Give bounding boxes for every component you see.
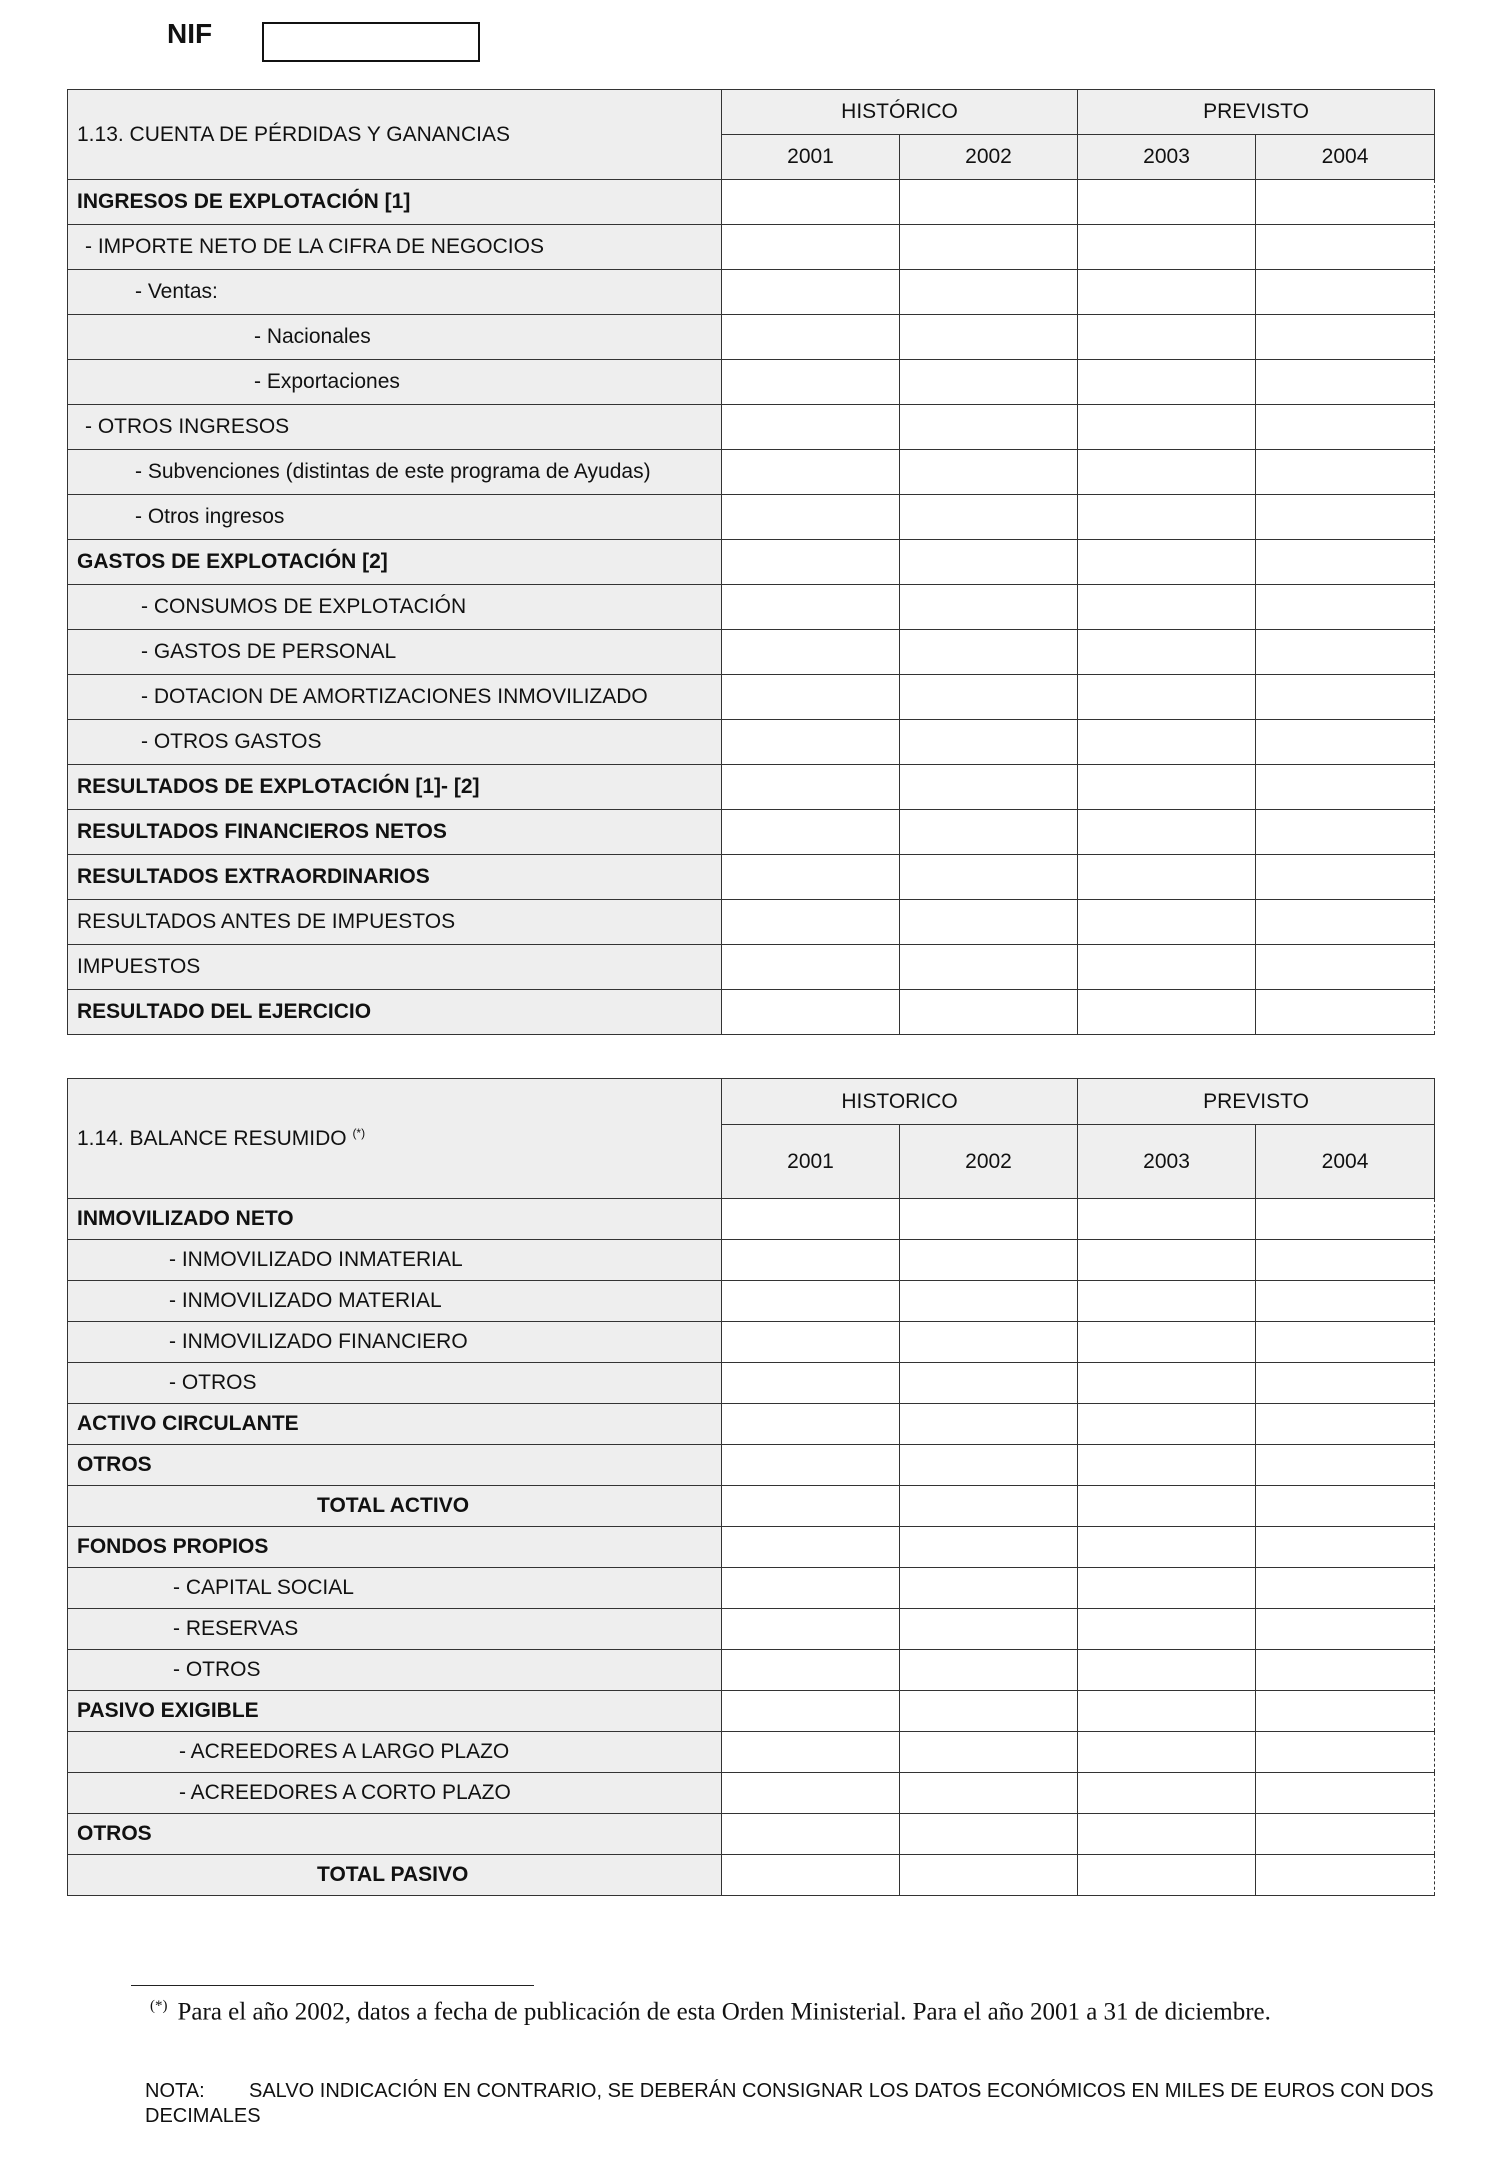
row-label: IMPUESTOS xyxy=(68,945,722,990)
value-cell-2004[interactable] xyxy=(1256,405,1435,450)
value-cell-2004[interactable] xyxy=(1256,270,1435,315)
profit-loss-table xyxy=(67,89,1435,1035)
year-header: 2004 xyxy=(1256,1125,1435,1199)
section-title: 1.13. CUENTA DE PÉRDIDAS Y GANANCIAS xyxy=(68,90,722,180)
value-cell-2002[interactable] xyxy=(900,1855,1078,1896)
table-row xyxy=(68,540,1435,585)
value-cell-2003[interactable] xyxy=(1078,945,1256,990)
row-label: OTROS xyxy=(68,1445,722,1486)
nif-label: NIF xyxy=(167,18,213,49)
table-row xyxy=(68,1240,1435,1281)
value-cell-2002[interactable] xyxy=(900,1199,1078,1240)
value-cell-2004[interactable] xyxy=(1256,450,1435,495)
value-cell-2002[interactable] xyxy=(900,1691,1078,1732)
value-cell-2003[interactable] xyxy=(1078,180,1256,225)
value-cell-2004[interactable] xyxy=(1256,855,1435,900)
value-cell-2001[interactable] xyxy=(722,900,900,945)
value-cell-2004[interactable] xyxy=(1256,1322,1435,1363)
row-label: - ACREEDORES A LARGO PLAZO xyxy=(68,1732,722,1773)
value-cell-2001[interactable] xyxy=(722,630,900,675)
footnote-divider xyxy=(131,1985,534,1986)
row-label: RESULTADOS EXTRAORDINARIOS xyxy=(68,855,722,900)
value-cell-2002[interactable] xyxy=(900,720,1078,765)
value-cell-2004[interactable] xyxy=(1256,360,1435,405)
value-cell-2001[interactable] xyxy=(722,270,900,315)
value-cell-2003[interactable] xyxy=(1078,1609,1256,1650)
value-cell-2001[interactable] xyxy=(722,180,900,225)
value-cell-2003[interactable] xyxy=(1078,270,1256,315)
value-cell-2003[interactable] xyxy=(1078,1773,1256,1814)
table-row xyxy=(68,1732,1435,1773)
table-row xyxy=(68,1773,1435,1814)
row-label: - INMOVILIZADO MATERIAL xyxy=(68,1281,722,1322)
value-cell-2003[interactable] xyxy=(1078,1855,1256,1896)
value-cell-2001[interactable] xyxy=(722,675,900,720)
table-row xyxy=(68,495,1435,540)
row-label: - IMPORTE NETO DE LA CIFRA DE NEGOCIOS xyxy=(68,225,722,270)
value-cell-2002[interactable] xyxy=(900,990,1078,1035)
value-cell-2003[interactable] xyxy=(1078,1240,1256,1281)
value-cell-2004[interactable] xyxy=(1256,810,1435,855)
value-cell-2001[interactable] xyxy=(722,810,900,855)
value-cell-2003[interactable] xyxy=(1078,1445,1256,1486)
value-cell-2002[interactable] xyxy=(900,315,1078,360)
value-cell-2003[interactable] xyxy=(1078,1363,1256,1404)
value-cell-2001[interactable] xyxy=(722,855,900,900)
row-label: - RESERVAS xyxy=(68,1609,722,1650)
row-label: RESULTADO DEL EJERCICIO xyxy=(68,990,722,1035)
value-cell-2003[interactable] xyxy=(1078,405,1256,450)
value-cell-2001[interactable] xyxy=(722,990,900,1035)
table-row xyxy=(68,990,1435,1035)
value-cell-2002[interactable] xyxy=(900,405,1078,450)
table-row xyxy=(68,360,1435,405)
value-cell-2001[interactable] xyxy=(722,1855,900,1896)
value-cell-2001[interactable] xyxy=(722,1650,900,1691)
value-cell-2004[interactable] xyxy=(1256,1855,1435,1896)
value-cell-2004[interactable] xyxy=(1256,1609,1435,1650)
value-cell-2004[interactable] xyxy=(1256,540,1435,585)
header-historico: HISTORICO xyxy=(722,1079,1078,1125)
value-cell-2004[interactable] xyxy=(1256,315,1435,360)
value-cell-2002[interactable] xyxy=(900,1404,1078,1445)
value-cell-2001[interactable] xyxy=(722,1732,900,1773)
table-row xyxy=(68,810,1435,855)
value-cell-2001[interactable] xyxy=(722,585,900,630)
row-label: - OTROS xyxy=(68,1363,722,1404)
row-label: - Nacionales xyxy=(68,315,722,360)
value-cell-2004[interactable] xyxy=(1256,1650,1435,1691)
value-cell-2002[interactable] xyxy=(900,180,1078,225)
row-label: - OTROS INGRESOS xyxy=(68,405,722,450)
table-row xyxy=(68,1445,1435,1486)
value-cell-2004[interactable] xyxy=(1256,1773,1435,1814)
section-title xyxy=(68,1079,722,1199)
row-label: ACTIVO CIRCULANTE xyxy=(68,1404,722,1445)
value-cell-2001[interactable] xyxy=(722,225,900,270)
value-cell-2003[interactable] xyxy=(1078,1199,1256,1240)
value-cell-2002[interactable] xyxy=(900,945,1078,990)
value-cell-2002[interactable] xyxy=(900,1363,1078,1404)
value-cell-2001[interactable] xyxy=(722,720,900,765)
row-label: FONDOS PROPIOS xyxy=(68,1527,722,1568)
balance-sheet-table xyxy=(67,1078,1435,1896)
value-cell-2003[interactable] xyxy=(1078,1486,1256,1527)
header-previsto: PREVISTO xyxy=(1078,90,1435,135)
value-cell-2002[interactable] xyxy=(900,495,1078,540)
value-cell-2004[interactable] xyxy=(1256,1240,1435,1281)
table-row xyxy=(68,405,1435,450)
row-label: PASIVO EXIGIBLE xyxy=(68,1691,722,1732)
row-label: - OTROS GASTOS xyxy=(68,720,722,765)
value-cell-2002[interactable] xyxy=(900,1609,1078,1650)
value-cell-2001[interactable] xyxy=(722,765,900,810)
value-cell-2002[interactable] xyxy=(900,1486,1078,1527)
value-cell-2004[interactable] xyxy=(1256,720,1435,765)
row-label: - DOTACION DE AMORTIZACIONES INMOVILIZADO xyxy=(68,675,722,720)
value-cell-2004[interactable] xyxy=(1256,1199,1435,1240)
row-label: - INMOVILIZADO FINANCIERO xyxy=(68,1322,722,1363)
table-row xyxy=(68,1855,1435,1896)
year-header: 2004 xyxy=(1256,135,1435,180)
row-label: RESULTADOS FINANCIEROS NETOS xyxy=(68,810,722,855)
table-row xyxy=(68,180,1435,225)
value-cell-2001[interactable] xyxy=(722,315,900,360)
table-row xyxy=(68,1199,1435,1240)
row-label: RESULTADOS DE EXPLOTACIÓN [1]- [2] xyxy=(68,765,722,810)
row-label: - Otros ingresos xyxy=(68,495,722,540)
row-label: INMOVILIZADO NETO xyxy=(68,1199,722,1240)
footnote xyxy=(150,1998,1271,2026)
note-label: NOTA: xyxy=(145,2080,205,2102)
footnote-ref: (*) xyxy=(352,1126,366,1140)
value-cell-2001[interactable] xyxy=(722,945,900,990)
value-cell-2004[interactable] xyxy=(1256,1404,1435,1445)
value-cell-2003[interactable] xyxy=(1078,1814,1256,1855)
value-cell-2003[interactable] xyxy=(1078,855,1256,900)
value-cell-2003[interactable] xyxy=(1078,1732,1256,1773)
value-cell-2002[interactable] xyxy=(900,1527,1078,1568)
row-label: - INMOVILIZADO INMATERIAL xyxy=(68,1240,722,1281)
value-cell-2003[interactable] xyxy=(1078,225,1256,270)
value-cell-2003[interactable] xyxy=(1078,810,1256,855)
value-cell-2002[interactable] xyxy=(900,675,1078,720)
row-label: TOTAL ACTIVO xyxy=(68,1486,722,1527)
table-row xyxy=(68,270,1435,315)
table-row xyxy=(68,585,1435,630)
value-cell-2001[interactable] xyxy=(722,405,900,450)
value-cell-2002[interactable] xyxy=(900,900,1078,945)
row-label: TOTAL PASIVO xyxy=(68,1855,722,1896)
value-cell-2003[interactable] xyxy=(1078,990,1256,1035)
table-row xyxy=(68,945,1435,990)
value-cell-2003[interactable] xyxy=(1078,1691,1256,1732)
table-row xyxy=(68,450,1435,495)
value-cell-2001[interactable] xyxy=(722,1568,900,1609)
value-cell-2001[interactable] xyxy=(722,1199,900,1240)
value-cell-2001[interactable] xyxy=(722,1281,900,1322)
note-text: SALVO INDICACIÓN EN CONTRARIO, SE DEBERÁN CONSIGNAR LOS DATOS ECONÓMICOS EN MILES DE EUROS CON DOS DECIMALES xyxy=(145,2080,1434,2127)
table-row xyxy=(68,855,1435,900)
table-row xyxy=(68,1814,1435,1855)
row-label: - Subvenciones (distintas de este programa de Ayudas) xyxy=(68,450,722,495)
value-cell-2003[interactable] xyxy=(1078,1404,1256,1445)
value-cell-2002[interactable] xyxy=(900,270,1078,315)
row-label: - ACREEDORES A CORTO PLAZO xyxy=(68,1773,722,1814)
value-cell-2004[interactable] xyxy=(1256,1691,1435,1732)
table-row xyxy=(68,630,1435,675)
table-row xyxy=(68,900,1435,945)
value-cell-2004[interactable] xyxy=(1256,630,1435,675)
value-cell-2004[interactable] xyxy=(1256,1814,1435,1855)
value-cell-2004[interactable] xyxy=(1256,1527,1435,1568)
value-cell-2002[interactable] xyxy=(900,630,1078,675)
value-cell-2001[interactable] xyxy=(722,360,900,405)
row-label: - Ventas: xyxy=(68,270,722,315)
value-cell-2003[interactable] xyxy=(1078,1568,1256,1609)
value-cell-2003[interactable] xyxy=(1078,900,1256,945)
row-label: - CONSUMOS DE EXPLOTACIÓN xyxy=(68,585,722,630)
table-row xyxy=(68,225,1435,270)
value-cell-2001[interactable] xyxy=(722,1445,900,1486)
value-cell-2004[interactable] xyxy=(1256,945,1435,990)
note xyxy=(145,2079,1465,2129)
value-cell-2002[interactable] xyxy=(900,1240,1078,1281)
table-row xyxy=(68,765,1435,810)
header-historico: HISTÓRICO xyxy=(722,90,1078,135)
value-cell-2002[interactable] xyxy=(900,1281,1078,1322)
table-row xyxy=(68,315,1435,360)
value-cell-2002[interactable] xyxy=(900,855,1078,900)
value-cell-2004[interactable] xyxy=(1256,180,1435,225)
nif-field[interactable] xyxy=(262,22,480,62)
table-row xyxy=(68,720,1435,765)
value-cell-2002[interactable] xyxy=(900,1773,1078,1814)
value-cell-2002[interactable] xyxy=(900,225,1078,270)
table-row xyxy=(68,1527,1435,1568)
footnote-text: Para el año 2002, datos a fecha de publicación de esta Orden Ministerial. Para el año 2001 a 31 de diciembre. xyxy=(177,1998,1271,2026)
value-cell-2003[interactable] xyxy=(1078,720,1256,765)
year-header: 2003 xyxy=(1078,135,1256,180)
year-header: 2002 xyxy=(900,1125,1078,1199)
value-cell-2004[interactable] xyxy=(1256,495,1435,540)
row-label: - CAPITAL SOCIAL xyxy=(68,1568,722,1609)
value-cell-2002[interactable] xyxy=(900,1322,1078,1363)
value-cell-2003[interactable] xyxy=(1078,315,1256,360)
value-cell-2001[interactable] xyxy=(722,1691,900,1732)
value-cell-2004[interactable] xyxy=(1256,1445,1435,1486)
value-cell-2002[interactable] xyxy=(900,1732,1078,1773)
value-cell-2003[interactable] xyxy=(1078,1322,1256,1363)
value-cell-2004[interactable] xyxy=(1256,1363,1435,1404)
value-cell-2003[interactable] xyxy=(1078,495,1256,540)
value-cell-2003[interactable] xyxy=(1078,765,1256,810)
value-cell-2002[interactable] xyxy=(900,1814,1078,1855)
year-header: 2003 xyxy=(1078,1125,1256,1199)
header-previsto: PREVISTO xyxy=(1078,1079,1435,1125)
year-header: 2002 xyxy=(900,135,1078,180)
value-cell-2002[interactable] xyxy=(900,1650,1078,1691)
table-row xyxy=(68,1691,1435,1732)
value-cell-2002[interactable] xyxy=(900,540,1078,585)
row-label: GASTOS DE EXPLOTACIÓN [2] xyxy=(68,540,722,585)
value-cell-2004[interactable] xyxy=(1256,990,1435,1035)
value-cell-2004[interactable] xyxy=(1256,900,1435,945)
value-cell-2003[interactable] xyxy=(1078,585,1256,630)
value-cell-2004[interactable] xyxy=(1256,1568,1435,1609)
value-cell-2003[interactable] xyxy=(1078,360,1256,405)
value-cell-2003[interactable] xyxy=(1078,540,1256,585)
value-cell-2001[interactable] xyxy=(722,540,900,585)
value-cell-2002[interactable] xyxy=(900,765,1078,810)
footnote-mark: (*) xyxy=(150,1998,168,2014)
table-row xyxy=(68,1404,1435,1445)
value-cell-2004[interactable] xyxy=(1256,1486,1435,1527)
value-cell-2004[interactable] xyxy=(1256,1732,1435,1773)
value-cell-2004[interactable] xyxy=(1256,225,1435,270)
value-cell-2001[interactable] xyxy=(722,1240,900,1281)
table-row xyxy=(68,1322,1435,1363)
table-row xyxy=(68,1609,1435,1650)
row-label: - OTROS xyxy=(68,1650,722,1691)
value-cell-2004[interactable] xyxy=(1256,585,1435,630)
value-cell-2004[interactable] xyxy=(1256,675,1435,720)
year-header: 2001 xyxy=(722,1125,900,1199)
row-label: - Exportaciones xyxy=(68,360,722,405)
table-row xyxy=(68,1281,1435,1322)
value-cell-2003[interactable] xyxy=(1078,675,1256,720)
value-cell-2004[interactable] xyxy=(1256,765,1435,810)
section-title-text: 1.14. BALANCE RESUMIDO xyxy=(77,1127,347,1150)
value-cell-2001[interactable] xyxy=(722,1527,900,1568)
value-cell-2001[interactable] xyxy=(722,1363,900,1404)
value-cell-2003[interactable] xyxy=(1078,1650,1256,1691)
row-label: - GASTOS DE PERSONAL xyxy=(68,630,722,675)
value-cell-2003[interactable] xyxy=(1078,630,1256,675)
row-label: OTROS xyxy=(68,1814,722,1855)
value-cell-2001[interactable] xyxy=(722,1773,900,1814)
value-cell-2002[interactable] xyxy=(900,450,1078,495)
year-header: 2001 xyxy=(722,135,900,180)
table-row xyxy=(68,1363,1435,1404)
row-label: RESULTADOS ANTES DE IMPUESTOS xyxy=(68,900,722,945)
value-cell-2001[interactable] xyxy=(722,495,900,540)
value-cell-2003[interactable] xyxy=(1078,1281,1256,1322)
value-cell-2002[interactable] xyxy=(900,810,1078,855)
value-cell-2001[interactable] xyxy=(722,1609,900,1650)
value-cell-2004[interactable] xyxy=(1256,1281,1435,1322)
value-cell-2002[interactable] xyxy=(900,360,1078,405)
value-cell-2002[interactable] xyxy=(900,1445,1078,1486)
row-label: INGRESOS DE EXPLOTACIÓN [1] xyxy=(68,180,722,225)
value-cell-2001[interactable] xyxy=(722,1486,900,1527)
value-cell-2001[interactable] xyxy=(722,1322,900,1363)
value-cell-2003[interactable] xyxy=(1078,450,1256,495)
table-row xyxy=(68,1486,1435,1527)
table-row xyxy=(68,1650,1435,1691)
value-cell-2001[interactable] xyxy=(722,1404,900,1445)
value-cell-2003[interactable] xyxy=(1078,1527,1256,1568)
table-row xyxy=(68,1568,1435,1609)
value-cell-2001[interactable] xyxy=(722,1814,900,1855)
table-row xyxy=(68,675,1435,720)
value-cell-2002[interactable] xyxy=(900,585,1078,630)
value-cell-2002[interactable] xyxy=(900,1568,1078,1609)
value-cell-2001[interactable] xyxy=(722,450,900,495)
